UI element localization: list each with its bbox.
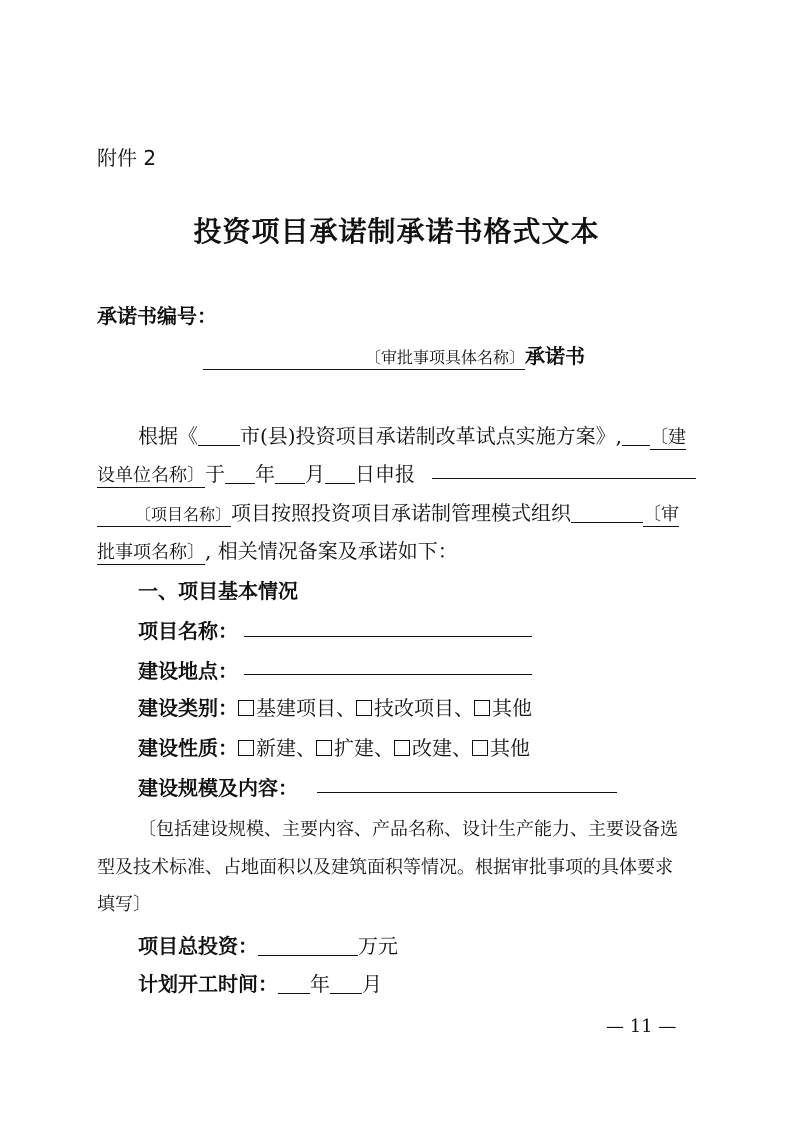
commitment-heading [203, 340, 585, 370]
approval-placeholder: 〔审 [643, 504, 679, 525]
checkbox[interactable] [238, 740, 254, 756]
unit-blank [622, 425, 650, 446]
checkbox[interactable] [472, 740, 488, 756]
attachment-label: 附件 2 [97, 146, 157, 170]
unit-placeholder-cont: 设单位名称〕 [97, 465, 205, 486]
start-year-field[interactable] [278, 973, 310, 994]
checkbox[interactable] [238, 700, 254, 716]
category-row: 建设类别： 基建项目、 技改项目、 其他 [138, 696, 532, 720]
nature-option: 改建 [412, 736, 452, 760]
approval-item-placeholder: 〔审批事项具体名称〕 [203, 345, 525, 370]
heading-suffix: 承诺书 [525, 344, 585, 368]
nature-option: 其他 [490, 736, 530, 760]
paragraph-line-4 [97, 535, 458, 564]
nature-option: 扩建 [334, 736, 374, 760]
category-option: 技改项目 [374, 696, 454, 720]
nature-row: 建设性质： 新建、 扩建、 改建、 其他 [138, 736, 530, 760]
document-title: 投资项目承诺制承诺书格式文本 [193, 215, 600, 248]
start-time-row [138, 968, 382, 997]
para-text: 日申报 [355, 462, 415, 486]
para-text: 市(县)投资项目承诺制改革试点实施方案》, [240, 424, 622, 448]
nature-option: 新建 [256, 736, 296, 760]
investment-unit: 万元 [358, 934, 398, 958]
category-option: 其他 [492, 696, 532, 720]
para-text: 年 [255, 462, 275, 486]
month-blank [275, 463, 305, 484]
para-text: 月 [305, 462, 325, 486]
approval-blank [571, 502, 643, 523]
investment-field[interactable] [258, 935, 358, 956]
year-blank [225, 463, 255, 484]
checkbox[interactable] [356, 700, 372, 716]
checkbox[interactable] [394, 740, 410, 756]
start-month-field[interactable] [330, 973, 362, 994]
scale-label: 建设规模及内容： [138, 776, 298, 800]
unit-placeholder: 〔建 [649, 427, 686, 448]
report-blank [432, 478, 696, 479]
checkbox[interactable] [316, 740, 332, 756]
page-number: — 11 — [606, 1016, 677, 1037]
note-line-2: 型及技术标准、占地面积以及建筑面积等情况。根据审批事项的具体要求 [97, 857, 673, 878]
project-name-placeholder: 〔项目名称〕 [97, 502, 231, 527]
location-label: 建设地点： [138, 659, 238, 683]
paragraph-line-2 [97, 458, 415, 487]
note-line-3: 填写〕 [97, 894, 151, 915]
number-label: 承诺书编号： [97, 304, 217, 328]
project-name-field[interactable] [244, 636, 532, 637]
investment-label: 项目总投资： [138, 934, 258, 958]
nature-label: 建设性质： [138, 736, 238, 760]
category-label: 建设类别： [138, 696, 238, 720]
start-year-text: 年 [310, 972, 330, 996]
approval-placeholder-cont: 批事项名称〕 [97, 542, 205, 563]
scale-field[interactable] [317, 792, 617, 793]
section-heading: 一、项目基本情况 [138, 579, 298, 603]
category-option: 基建项目 [256, 696, 336, 720]
note-line-1: 〔包括建设规模、主要内容、产品名称、设计生产能力、主要设备选 [138, 819, 678, 840]
start-month-text: 月 [362, 972, 382, 996]
para-text: 根据《 [138, 424, 198, 448]
day-blank [325, 463, 355, 484]
para-text: 项目按照投资项目承诺制管理模式组织 [231, 501, 571, 525]
paragraph-line-1 [138, 420, 686, 449]
paragraph-line-3 [97, 497, 679, 527]
start-time-label: 计划开工时间： [138, 972, 278, 996]
city-blank [198, 425, 240, 446]
location-field[interactable] [244, 674, 532, 675]
investment-row [138, 930, 398, 959]
checkbox[interactable] [474, 700, 490, 716]
project-name-label: 项目名称： [138, 619, 238, 643]
para-text: 于 [205, 462, 225, 486]
para-text: , 相关情况备案及承诺如下： [205, 539, 458, 563]
